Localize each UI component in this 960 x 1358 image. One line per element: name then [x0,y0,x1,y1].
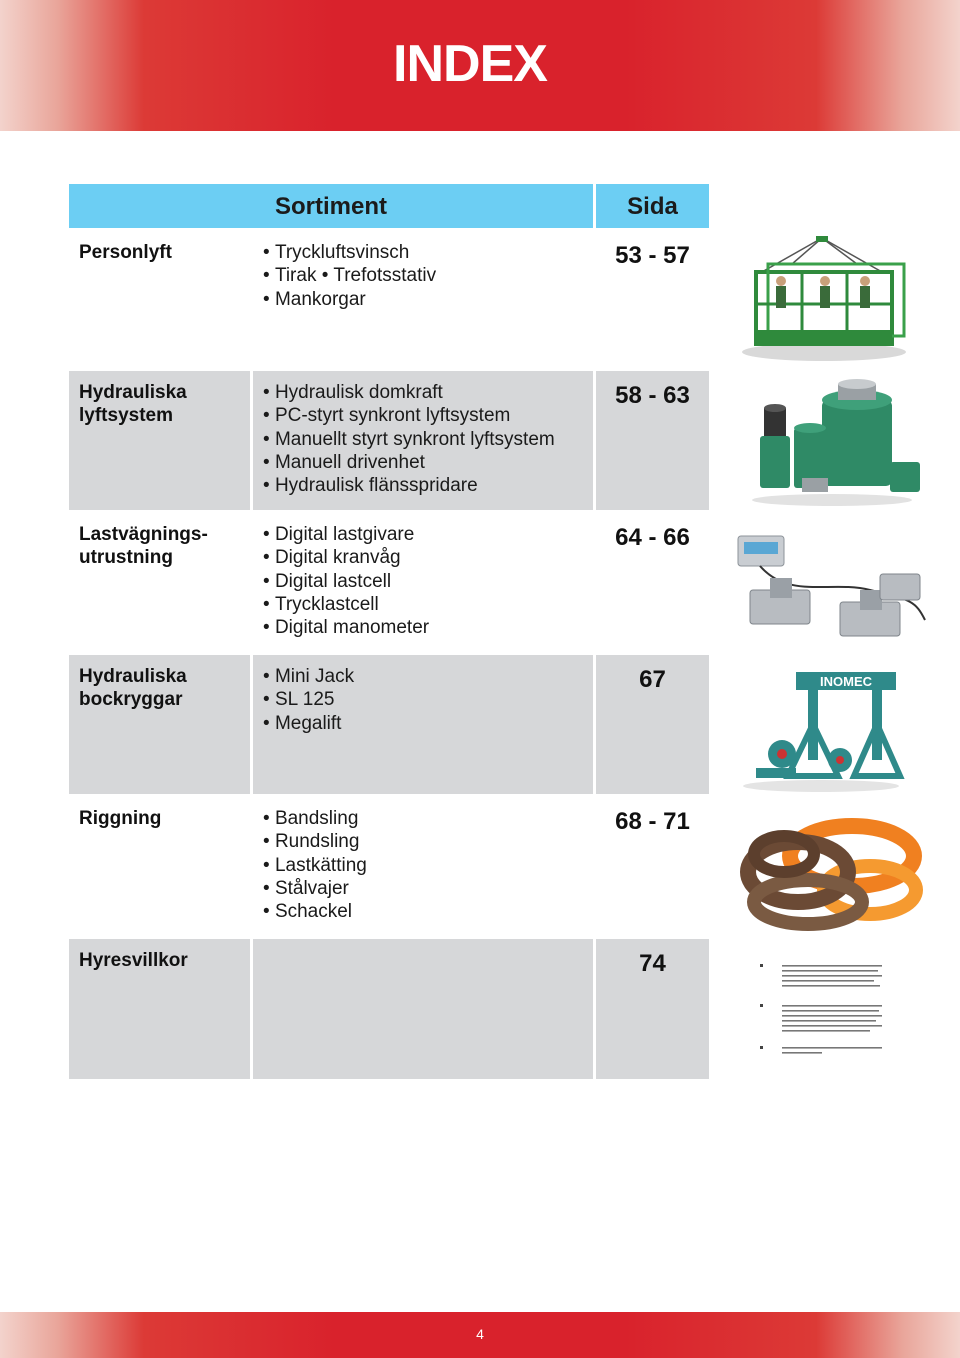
items-cell [253,371,593,510]
page-range: 53 - 57 [615,242,690,269]
list-item: • Tirak • Trefotsstativ [263,264,593,287]
category-cell: Riggning [79,808,162,829]
load-cell-icon [730,520,930,650]
list-item: • Bandsling [263,807,593,830]
items-cell [253,655,593,794]
header-banner [0,0,960,131]
list-item: • Trycklastcell [263,593,593,616]
page-number: 4 [476,1326,484,1342]
footer-banner [0,1312,960,1358]
category-cell: Hyresvillkor [69,939,250,1079]
page-range: 74 [596,939,709,1079]
list-item: • Hydraulisk flänsspridare [263,474,593,497]
list-item: • Schackel [263,900,593,923]
list-item: • Stålvajer [263,877,593,900]
terms-document-icon [760,964,890,1056]
list-item: • Mini Jack [263,665,593,688]
category-cell: Personlyft [79,242,172,263]
category-label: Hydrauliska lyftsystem [79,382,187,426]
list-item: • Manuellt styrt synkront lyftsystem [263,428,593,451]
page-range: 64 - 66 [615,524,690,551]
items-cell [253,939,593,1079]
page-range: 68 - 71 [615,808,690,835]
category-cell [69,513,250,652]
items-cell [253,797,593,936]
man-basket-icon [732,234,912,364]
column-header-sida-label: Sida [627,193,678,220]
page-title: INDEX [393,35,547,93]
list-item: • Hydraulisk domkraft [263,381,593,404]
list-item: • Megalift [263,712,593,735]
items-cell [253,231,593,368]
category-label: Hydrauliska bockryggar [79,666,187,710]
list-item: • SL 125 [263,688,593,711]
list-item: • Tryckluftsvinsch [263,241,593,264]
page-range: 58 - 63 [596,371,709,510]
round-sling-icon [732,806,926,936]
gantry-brand-label: INOMEC [820,674,872,689]
list-item: • Lastkätting [263,854,593,877]
list-item: • Manuell drivenhet [263,451,593,474]
list-item: • Digital lastcell [263,570,593,593]
items-cell [253,513,593,652]
category-cell [69,655,250,794]
list-item: • Mankorgar [263,288,593,311]
hydraulic-cylinder-icon [742,378,922,508]
list-item: • Digital kranvåg [263,546,593,569]
column-header-sortiment-label: Sortiment [274,193,387,220]
list-item: • Digital lastgivare [263,523,593,546]
category-cell [69,371,250,510]
column-header-sida [596,184,709,228]
list-item: • Rundsling [263,830,593,853]
column-header-sortiment [69,184,593,228]
page-range: 67 [596,655,709,794]
list-item: • Digital manometer [263,616,593,639]
category-label: Lastvägnings- utrustning [79,524,208,568]
gantry-lift-icon [736,664,906,794]
list-item: • PC-styrt synkront lyftsystem [263,404,593,427]
